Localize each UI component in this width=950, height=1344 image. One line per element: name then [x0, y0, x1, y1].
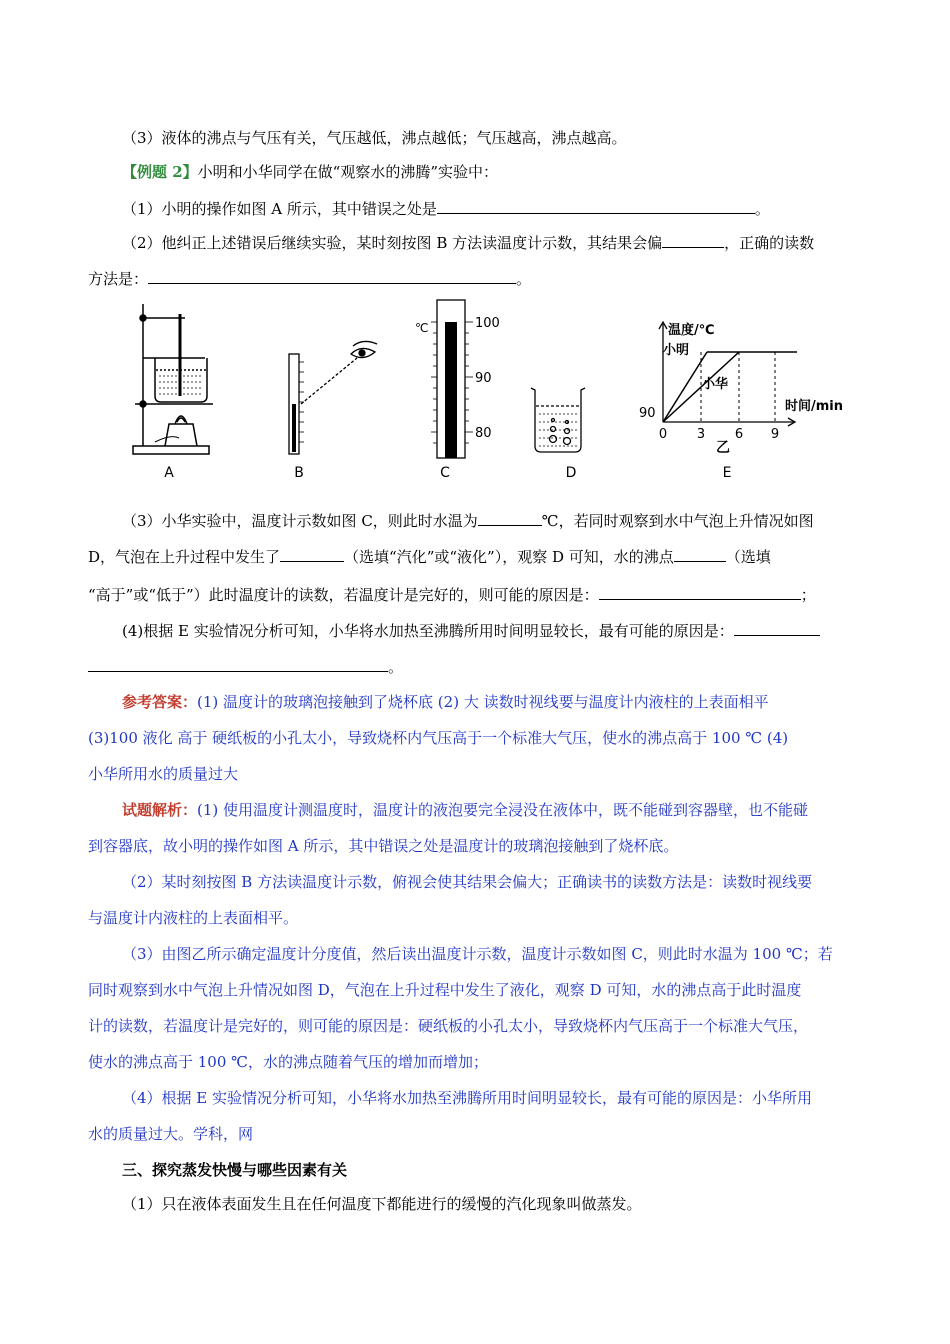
question-4-line-1 [122, 620, 912, 641]
question-2 [122, 232, 912, 253]
question-3-text: ℃，若同时观察到水中气泡上升情况如图 [541, 512, 814, 530]
question-1-end: 。 [754, 200, 770, 218]
example-tag: 【例题 2】 [122, 163, 198, 181]
question-1 [122, 198, 912, 219]
section-3-paragraph-1: （1）只在液体表面发生且在任何温度下都能进行的缓慢的汽化现象叫做蒸发。 [122, 1195, 642, 1213]
figure-label-c: C [440, 465, 450, 481]
analysis-line-4: 与温度计内液柱的上表面相平。 [88, 909, 299, 927]
example-2-heading [122, 162, 912, 182]
answer-line-1 [122, 692, 912, 712]
question-3-end: ； [800, 586, 816, 604]
answer-blank[interactable] [478, 510, 542, 526]
figure-a-stand-icon [133, 304, 213, 454]
analysis-text: (1) 使用温度计测温度时，温度计的液泡要完全浸没在液体中，既不能碰到容器壁，也不能碰 [197, 801, 809, 819]
answer-blank[interactable] [662, 232, 724, 248]
figure-e-label-xiaohua: 小华 [702, 377, 729, 392]
question-4-text: (4)根据 E 实验情况分析可知，小华将水加热至沸腾所用时间明显较长，最有可能的原因是： [122, 622, 734, 640]
figure-label-a: A [164, 465, 174, 481]
figure-e-xtick-0: 0 [658, 427, 668, 442]
question-3-text: “高于”或“低于”）此时温度计的读数，若温度计是完好的，则可能的原因是： [88, 586, 599, 604]
analysis-line-7: 计的读数，若温度计是完好的，则可能的原因是：硬纸板的小孔太小，导致烧杯内气压高于一个标准大气压， [88, 1017, 809, 1035]
analysis-line-6: 同时观察到水中气泡上升情况如图 D，气泡在上升过程中发生了液化，观察 D 可知，水的沸点高于此时温度 [88, 981, 802, 999]
paragraph-boiling-pressure: （3）液体的沸点与气压有关，气压越低，沸点越低；气压越高，沸点越高。 [122, 129, 627, 147]
analysis-label: 试题解析： [122, 801, 198, 819]
answer-label: 参考答案： [122, 693, 198, 711]
figure-e-caption: 乙 [716, 440, 730, 456]
figure-d-beaker-icon [531, 388, 585, 452]
analysis-line-8: 使水的沸点高于 100 ℃，水的沸点随着气压的增加而增加； [88, 1053, 488, 1071]
answer-line-3: 小华所用水的质量过大 [88, 765, 239, 783]
question-3-line-2 [88, 546, 878, 567]
analysis-line-1 [122, 800, 912, 820]
figure-c-tick-90: 90 [475, 371, 492, 386]
question-3-text: （选填“汽化”或“液化”），观察 D 可知，水的沸点 [344, 548, 674, 566]
answer-text: (1) 温度计的玻璃泡接触到了烧杯底 (2) 大 读数时视线要与温度计内液柱的上表面相平 [197, 693, 769, 711]
figure-b-reading-icon [289, 341, 377, 454]
question-2-text-end: ，正确的读数 [724, 234, 815, 252]
figure-label-d: D [565, 465, 577, 481]
answer-blank[interactable] [88, 656, 388, 672]
figure-c-tick-100: 100 [475, 316, 500, 331]
question-3-line-3 [88, 584, 878, 605]
question-1-text: （1）小明的操作如图 A 所示，其中错误之处是 [122, 200, 437, 218]
answer-blank[interactable] [148, 268, 516, 284]
figure-e-label-xiaoming: 小明 [663, 343, 690, 358]
figure-label-b: B [294, 465, 304, 481]
figure-c-unit: ℃ [415, 321, 429, 335]
figure-e-xlabel: 时间/min [785, 399, 844, 414]
question-2-text: （2）他纠正上述错误后继续实验，某时刻按图 B 方法读温度计示数，其结果会偏 [122, 234, 663, 252]
question-2-end: 。 [516, 270, 532, 288]
analysis-line-3: （2）某时刻按图 B 方法读温度计示数，俯视会使其结果会偏大；正确读书的读数方法是：读数时视线要 [122, 873, 813, 891]
figures-a-to-e [125, 296, 865, 486]
figure-e-xtick-9: 9 [770, 427, 780, 442]
question-4-end: 。 [388, 658, 404, 676]
answer-blank[interactable] [599, 584, 801, 600]
figure-e-ylabel: 温度/℃ [668, 323, 715, 338]
analysis-line-5: （3）由图乙所示确定温度计分度值，然后读出温度计示数，温度计示数如图 C，则此时水温为 100 ℃；若 [122, 945, 833, 963]
figure-label-e: E [722, 465, 732, 481]
figure-c-tick-80: 80 [475, 426, 492, 441]
question-2-cont [88, 268, 878, 289]
analysis-line-2: 到容器底，故小明的操作如图 A 所示，其中错误之处是温度计的玻璃泡接触到了烧杯底。 [88, 837, 679, 855]
figure-c-thermometer-icon [431, 300, 473, 458]
question-3-text: （选填 [725, 548, 771, 566]
figure-e-xtick-6: 6 [734, 427, 744, 442]
section-3-title: 三、探究蒸发快慢与哪些因素有关 [122, 1161, 348, 1179]
analysis-line-10: 水的质量过大。学科，网 [88, 1125, 254, 1143]
answer-blank[interactable] [437, 198, 755, 214]
question-3-text: （3）小华实验中，温度计示数如图 C，则此时水温为 [122, 512, 478, 530]
answer-blank[interactable] [674, 546, 726, 562]
question-2-method-label: 方法是： [88, 270, 149, 288]
answer-blank[interactable] [280, 546, 344, 562]
answer-line-2: (3)100 液化 高于 硬纸板的小孔太小，导致烧杯内气压高于一个标准大气压，使水的沸点高于 100 ℃ (4) [88, 729, 789, 747]
figure-e-y0: 90 [639, 406, 656, 421]
analysis-line-9: （4）根据 E 实验情况分析可知，小华将水加热至沸腾所用时间明显较长，最有可能的原因是：小华所用 [122, 1089, 813, 1107]
question-4-line-2 [88, 656, 878, 677]
answer-blank[interactable] [734, 620, 820, 636]
question-3-line-1 [122, 510, 912, 531]
question-3-text: D，气泡在上升过程中发生了 [88, 548, 281, 566]
example-text: 小明和小华同学在做“观察水的沸腾”实验中： [197, 163, 499, 181]
figure-e-xtick-3: 3 [696, 427, 706, 442]
